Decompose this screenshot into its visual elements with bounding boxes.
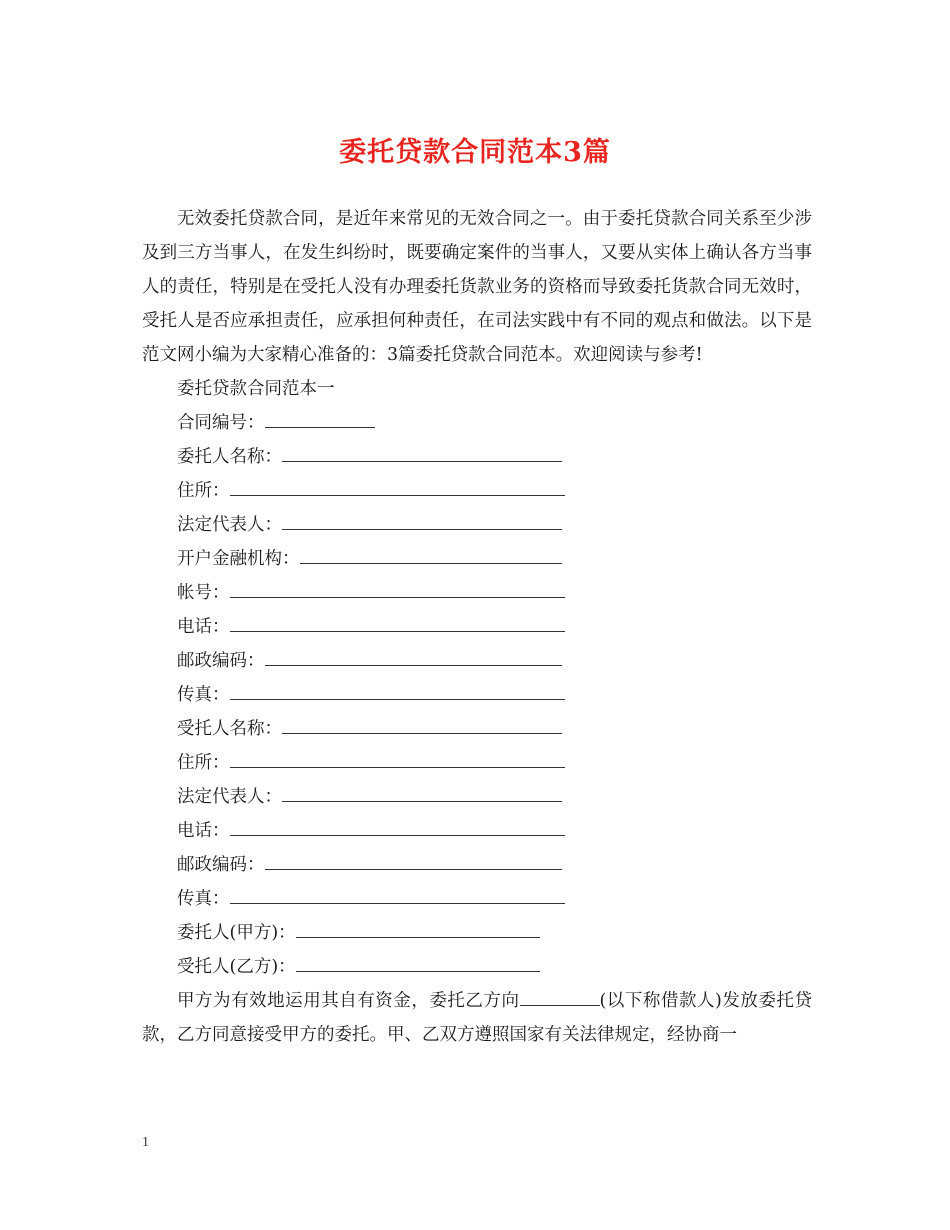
field-principal-name xyxy=(142,440,812,474)
field-principal-address xyxy=(142,474,812,508)
field-trustee-address xyxy=(142,746,812,780)
field-blank xyxy=(265,849,562,870)
field-label: 委托人名称： xyxy=(177,447,282,467)
field-label: 开户金融机构： xyxy=(177,549,300,569)
field-principal-fax xyxy=(142,678,812,712)
field-account xyxy=(142,576,812,610)
field-blank xyxy=(296,951,540,972)
field-blank xyxy=(282,441,562,462)
field-contract-number xyxy=(142,406,812,440)
field-blank xyxy=(230,475,565,496)
field-party-b xyxy=(142,950,812,984)
field-blank xyxy=(230,747,565,768)
field-label: 法定代表人： xyxy=(177,787,282,807)
field-label: 电话： xyxy=(177,821,230,841)
field-label: 受托人(乙方)： xyxy=(177,957,296,977)
intro-paragraph: 无效委托贷款合同，是近年来常见的无效合同之一。由于委托贷款合同关系至少涉及到三方当事人，在发生纠纷时，既要确定案件的当事人，又要从实体上确认各方当事人的责任，特别是在受托人没有办理委托货款业务的资格而导致委托货款合同无效时，受托人是否应承担责任，应承担何种责任，在司法实践中有不同的观点和做法。以下是范文网小编为大家精心准备的：3篇委托贷款合同范本。欢迎阅读与参考! xyxy=(142,209,812,365)
field-label: 帐号： xyxy=(177,583,230,603)
field-label: 合同编号： xyxy=(177,413,265,433)
field-label: 住所： xyxy=(177,481,230,501)
document-body xyxy=(142,202,812,1052)
document-title: 委托贷款合同范本3篇 xyxy=(339,137,611,168)
field-label: 电话： xyxy=(177,617,230,637)
field-blank xyxy=(282,713,562,734)
field-label: 受托人名称： xyxy=(177,719,282,739)
field-principal-postcode xyxy=(142,644,812,678)
closing-text-after: (以下称借款人)发放委托贷款，乙方同意接受甲方的委托。甲、乙双方遵照国家有关法律规定，经协商一 xyxy=(142,991,812,1045)
field-blank xyxy=(230,815,565,836)
field-label: 邮政编码： xyxy=(177,855,265,875)
field-blank xyxy=(230,577,565,598)
field-trustee-phone xyxy=(142,814,812,848)
field-label: 委托人(甲方)： xyxy=(177,923,296,943)
field-blank xyxy=(300,543,562,564)
field-trustee-postcode xyxy=(142,848,812,882)
field-blank xyxy=(230,611,565,632)
contract-fields xyxy=(142,406,812,984)
field-blank xyxy=(230,883,565,904)
field-trustee-legal-rep xyxy=(142,780,812,814)
field-blank xyxy=(296,917,540,938)
field-principal-phone xyxy=(142,610,812,644)
field-label: 法定代表人： xyxy=(177,515,282,535)
closing-paragraph xyxy=(142,984,812,1052)
field-label: 住所： xyxy=(177,753,230,773)
field-party-a xyxy=(142,916,812,950)
field-blank xyxy=(230,679,565,700)
field-label: 邮政编码： xyxy=(177,651,265,671)
field-label: 传真： xyxy=(177,685,230,705)
field-trustee-name xyxy=(142,712,812,746)
field-blank xyxy=(282,781,562,802)
closing-text-before: 甲方为有效地运用其自有资金，委托乙方向 xyxy=(177,991,520,1011)
field-blank xyxy=(265,407,375,428)
field-principal-legal-rep xyxy=(142,508,812,542)
borrower-blank xyxy=(520,985,600,1006)
field-blank xyxy=(265,645,562,666)
field-trustee-fax xyxy=(142,882,812,916)
field-blank xyxy=(282,509,562,530)
field-bank xyxy=(142,542,812,576)
field-label: 传真： xyxy=(177,889,230,909)
page-number: 1 xyxy=(142,1135,149,1150)
section-heading: 委托贷款合同范本一 xyxy=(177,379,335,399)
